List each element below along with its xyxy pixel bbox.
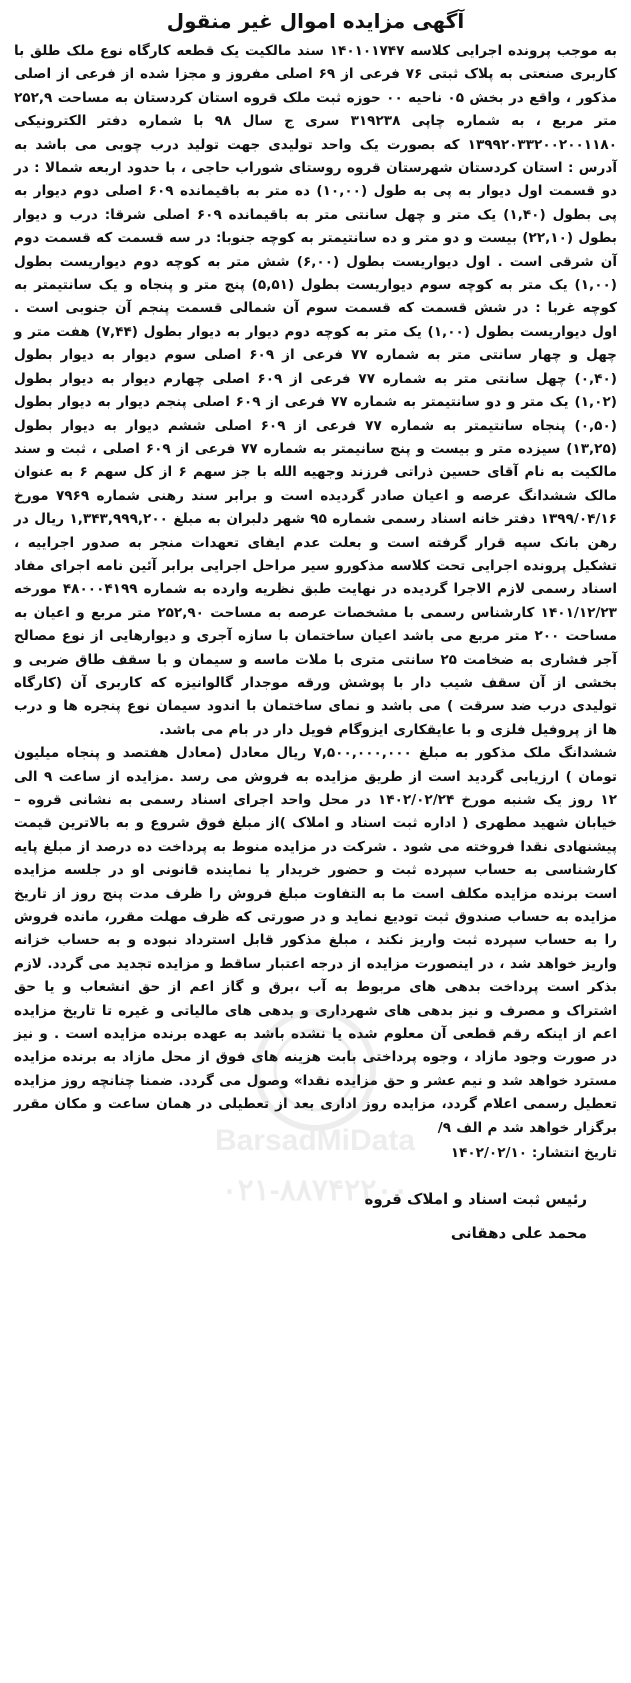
signature-name: محمد علی دهقانی xyxy=(450,1224,587,1243)
notice-paragraph-property: به موجب پرونده اجرایی کلاسه ۱۴۰۱۰۱۷۴۷ سند مالکیت یک قطعه کارگاه نوع ملک طلق با کاربری صنعتی به پلاک ثبتی ۷۶ فرعی از ۶۹ اصلی مفروز و مجزا شده از فرعی از اصلی مذکور ، واقع در بخش ۰۵ ناحیه ۰۰ حوزه ثبت ملک قروه استان کردستان به مساحت ۲۵۲,۹ متر مربع ، به شماره چاپی ۳۱۹۲۳۸ سری ج سال ۹۸ با شماره دفتر الکترونیکی ۱۳۹۹۲۰۳۳۲۰۰۲۰۰۱۱۸۰ که بصورت یک واحد تولیدی جهت تولید درب چوبی می باشد به آدرس : استان کردستان شهرستان قروه روستای شوراب حاجی ، با حدود اربعه شمالا : در دو قسمت اول دیوار به پی به طول (۱۰,۰۰) ده متر به باقیمانده ۶۰۹ اصلی دوم دیوار به پی بطول (۱,۴۰) یک متر و چهل سانتی متر به باقیمانده ۶۰۹ اصلی شرقا: درب و دیوار بطول (۲۲,۱۰) بیست و دو متر و ده سانتیمتر به کوچه جنوبا: در سه قسمت که قسمت دوم آن شرقی است . اول دیواریست بطول (۶,۰۰) شش متر به کوچه دوم دیواریست بطول (۱,۰۰) یک متر به کوچه سوم دیواریست بطول (۵,۵۱) پنج متر و پنجاه و یک سانتیمتر به کوچه غربا : در شش قسمت که قسمت سوم آن شمالی قسمت پنجم آن جنوبی است . اول دیواریست بطول (۱,۰۰) یک متر به کوچه دوم دیوار به دیوار بطول (۷,۴۴) هفت متر و چهل و چهار سانتی متر به شماره ۷۷ فرعی از ۶۰۹ اصلی سوم دیوار به دیوار بطول (۰,۴۰) چهل سانتی متر به شماره ۷۷ فرعی از ۶۰۹ اصلی چهارم دیوار به دیوار بطول (۱,۰۲) یک متر و دو سانتیمتر به شماره ۷۷ فرعی از ۶۰۹ اصلی پنجم دیوار به دیوار بطول (۰,۵۰) پنجاه سانتیمتر به شماره ۷۷ فرعی از ۶۰۹ اصلی ششم دیوار به دیوار بطول (۱۳,۲۵) سیزده متر و بیست و پنج سانیمتر به شماره ۷۷ فرعی از ۶۰۹ اصلی ، ثبت و سند مالکیت به نام آقای حسین ذراتی فرزند وجهیه الله با جز سهم ۶ از کل سهم ۶ به عنوان مالک ششدانگ عرصه و اعیان صادر گردیده است و برابر سند رهنی شماره ۷۹۶۹ مورخ ۱۳۹۹/۰۴/۱۶ دفتر خانه اسناد رسمی شماره ۹۵ شهر دلبران به مبلغ ۱,۳۴۳,۹۹۹,۲۰۰ ریال در رهن بانک سپه قرار گرفته است و بعلت عدم ایفای تعهدات منجر به صدور اجراییه ، تشکیل پرونده اجرایی تحت کلاسه مذکورو سیر مراحل اجرایی برابر آئین نامه اجرای مفاد اسناد رسمی لازم الاجرا گردیده در نهایت طبق نظریه وارده به شماره ۴۸۰۰۰۴۱۹۹ مورخه ۱۴۰۱/۱۲/۲۳ کارشناس رسمی با مشخصات عرصه به مساحت ۲۵۲,۹۰ متر مربع و اعیان به مساحت ۲۰۰ متر مربع می باشد اعیان ساختمان با سازه آجری و دیوارهایی از نوع مصالح آجر فشاری به ضخامت ۲۵ سانتی متری با ملات ماسه و سیمان و با سقف طاق ضربی و بخشی از آن سقف شیب دار با پوشش ورقه موجدار گالوانیزه که کاربری آن (کارگاه تولیدی درب ضد سرقت ) می باشد و نمای ساختمان با اندود سیمان نوع پنجره ها و درب ها از پروفیل فلزی و با عایقکاری ایزوگام فویل دار در بام می باشد. xyxy=(14,43,618,738)
publish-date: ۱۴۰۲/۰۲/۱۰ xyxy=(450,1145,528,1162)
publish-date-line xyxy=(14,1142,617,1164)
publish-date-label: تاریخ انتشار: xyxy=(531,1145,617,1162)
watermark-brand: BarsadMiData xyxy=(214,1124,416,1157)
signature-title: رئیس ثبت اسناد و املاک قروه xyxy=(364,1190,587,1209)
auction-notice xyxy=(14,6,617,1677)
notice-body xyxy=(14,40,617,1140)
signature-block xyxy=(14,1182,617,1250)
watermark-phone: ۰۲۱-۸۸۷۴۲۲۰۰ xyxy=(221,1174,409,1207)
notice-paragraph-auction-terms: ششدانگ ملک مذکور به مبلغ ۷,۵۰۰,۰۰۰,۰۰۰ ریال معادل (معادل هفتصد و پنجاه میلیون تومان ) ارزیابی گردید است از طریق مزایده به فروش می رسد .مزایده از ساعت ۹ الی ۱۲ روز یک شنبه مورخ ۱۴۰۲/۰۲/۲۴ در محل واحد اجرای اسناد رسمی به نشانی قروه – خیابان شهید مطهری ( اداره ثبت اسناد و املاک )از مبلغ فوق شروع و به بالاترین قیمت پیشنهادی نقدا فروخته می شود . شرکت در مزایده منوط به پرداخت ده درصد از مبلغ پایه کارشناسی به حساب سپرده ثبت و حضور خریدار یا نماینده قانونی او در جلسه مزایده است برنده مزایده مکلف است ما به التفاوت مبلغ فروش را ظرف مدت پنج روز از تاریخ مزایده به حساب صندوق ثبت تودیع نماید و در صورتی که ظرف مهلت مقرر، مانده فروش را به حساب سپرده ثبت واریز نکند ، مبلغ مذکور قابل استرداد نبوده و به حساب خزانه واریز خواهد شد ، در اینصورت مزایده از درجه اعتبار ساقط و مزایده تجدید می گردد. لازم بذکر است پرداخت بدهی های مربوط به آب ،برق و گاز اعم از حق انشعاب و یا حق اشتراک و مصرف و نیز بدهی های شهرداری و بدهی های مالیاتی و غیره تا تاریخ مزایده اعم از اینکه رقم قطعی آن معلوم شده یا نشده باشد به عهده برنده مزایده است . و نیز در صورت وجود مازاد ، وجوه پرداختی بابت هزینه های فوق از محل مازاد به برنده مزایده مسترد خواهد شد و نیم عشر و حق مزایده نقدا» وصول می گردد. ضمنا چنانچه روز مزایده تعطیل رسمی اعلام گردد، مزایده روز اداری بعد از تعطیلی در همان ساعت و مکان مقرر برگزار خواهد شد م الف ۹/ xyxy=(14,745,618,1136)
notice-title: آگهی مزایده اموال غیر منقول xyxy=(166,9,465,33)
